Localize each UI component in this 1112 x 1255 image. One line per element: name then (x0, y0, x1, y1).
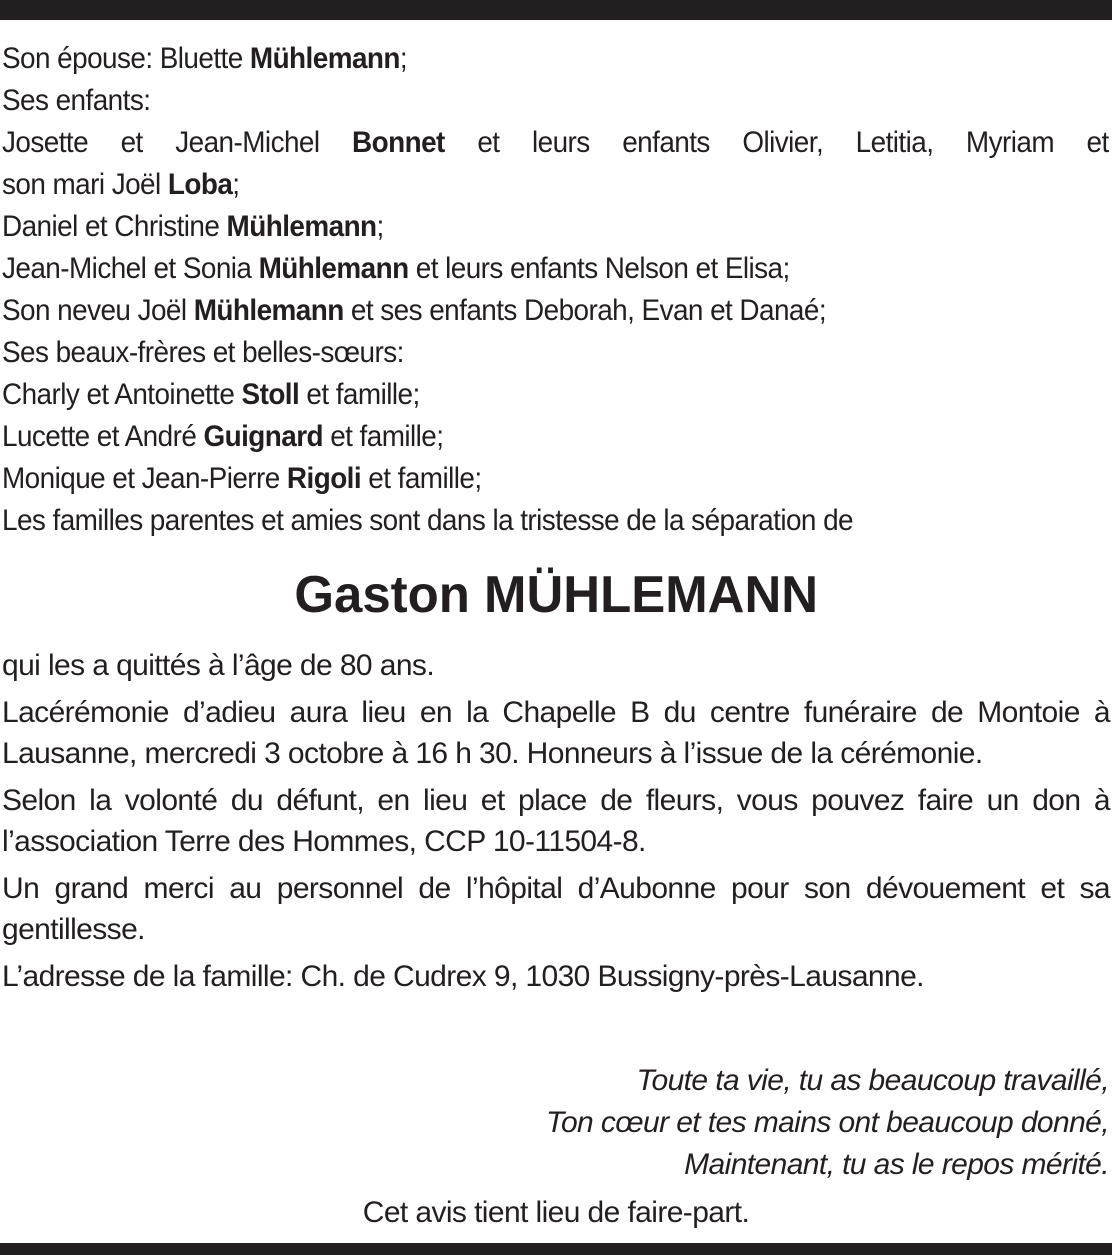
thanks-paragraph: Un grand merci au personnel de l’hôpital d’Aubonne pour son dévouement et sa gentillesse. (2, 872, 1110, 946)
text: Les familles parentes et amies sont dans la tristesse de la séparation de (2, 504, 854, 537)
text: Son épouse: Bluette (2, 42, 250, 75)
text: et leurs enfants Olivier, Letitia, Myriam et (444, 126, 1109, 159)
text: Jean-Michel et Sonia (2, 252, 259, 285)
surname: Mühlemann (193, 294, 344, 327)
children-heading (2, 80, 1032, 122)
surname: Bonnet (352, 126, 445, 159)
text: et ses enfants Deborah, Evan et Danaé; (343, 294, 827, 327)
top-rule (0, 0, 1112, 20)
deceased-name-text: Gaston MÜHLEMANN (294, 566, 818, 624)
surname: Guignard (203, 420, 324, 453)
in-laws-heading (2, 332, 1032, 374)
text: ; (232, 168, 240, 201)
child-line-jean-michel (2, 248, 1032, 290)
child-line-loba (2, 164, 1032, 206)
text: Ses beaux-frères et belles-sœurs: (2, 336, 404, 369)
in-law-line-stoll (2, 374, 1032, 416)
text: Daniel et Christine (2, 210, 227, 243)
families-line (2, 500, 1032, 542)
nephew-line (2, 290, 1032, 332)
address-paragraph: L’adresse de la famille: Ch. de Cudrex 9, 1030 Bussigny-près-Lausanne. (2, 960, 924, 993)
text: Charly et Antoinette (2, 378, 242, 411)
text: Josette et Jean-Michel (2, 126, 353, 159)
text: ; (376, 210, 384, 243)
age-paragraph: qui les a quittés à l’âge de 80 ans. (2, 649, 435, 682)
surname: Mühlemann (226, 210, 377, 243)
surname: Loba (167, 168, 233, 201)
text: son mari Joël (2, 168, 168, 201)
ceremony-paragraph: Lacérémonie d’adieu aura lieu en la Chapelle B du centre funéraire de Montoie à Lausanne, mercredi 3 octobre à 16 h 30. Honneurs à l’issue de la cérémonie. (2, 696, 1110, 770)
poem-line: Ton cœur et tes mains ont beaucoup donné, (546, 1106, 1109, 1139)
text: Monique et Jean-Pierre (2, 462, 287, 495)
text: Lucette et André (2, 420, 204, 453)
surname: Mühlemann (249, 42, 400, 75)
deceased-name (0, 560, 1112, 630)
text: ; (399, 42, 408, 75)
poem-line: Maintenant, tu as le repos mérité. (684, 1148, 1109, 1181)
surname: Stoll (241, 378, 300, 411)
poem-line: Toute ta vie, tu as beaucoup travaillé, (636, 1064, 1109, 1097)
child-line-daniel (2, 206, 1032, 248)
text: et famille; (299, 378, 420, 411)
text: Son neveu Joël (2, 294, 194, 327)
text: et leurs enfants Nelson et Elisa; (408, 252, 790, 285)
spouse-line (2, 38, 1032, 80)
text: Ses enfants: (2, 84, 151, 117)
text: et famille; (361, 462, 482, 495)
in-law-line-guignard (2, 416, 1032, 458)
donation-paragraph: Selon la volonté du défunt, en lieu et place de fleurs, vous pouvez faire un don à l’association Terre des Hommes, CCP 10-11504-8. (2, 784, 1110, 858)
text: et famille; (323, 420, 444, 453)
bottom-rule (0, 1243, 1112, 1255)
in-law-line-rigoli (2, 458, 1032, 500)
notice-details (2, 645, 1110, 1003)
closing-line: Cet avis tient lieu de faire-part. (362, 1196, 750, 1229)
poem (546, 1060, 1109, 1186)
surname: Rigoli (286, 462, 362, 495)
family-list (2, 38, 1109, 542)
surname: Mühlemann (258, 252, 409, 285)
child-line-bonnet (2, 122, 1109, 164)
